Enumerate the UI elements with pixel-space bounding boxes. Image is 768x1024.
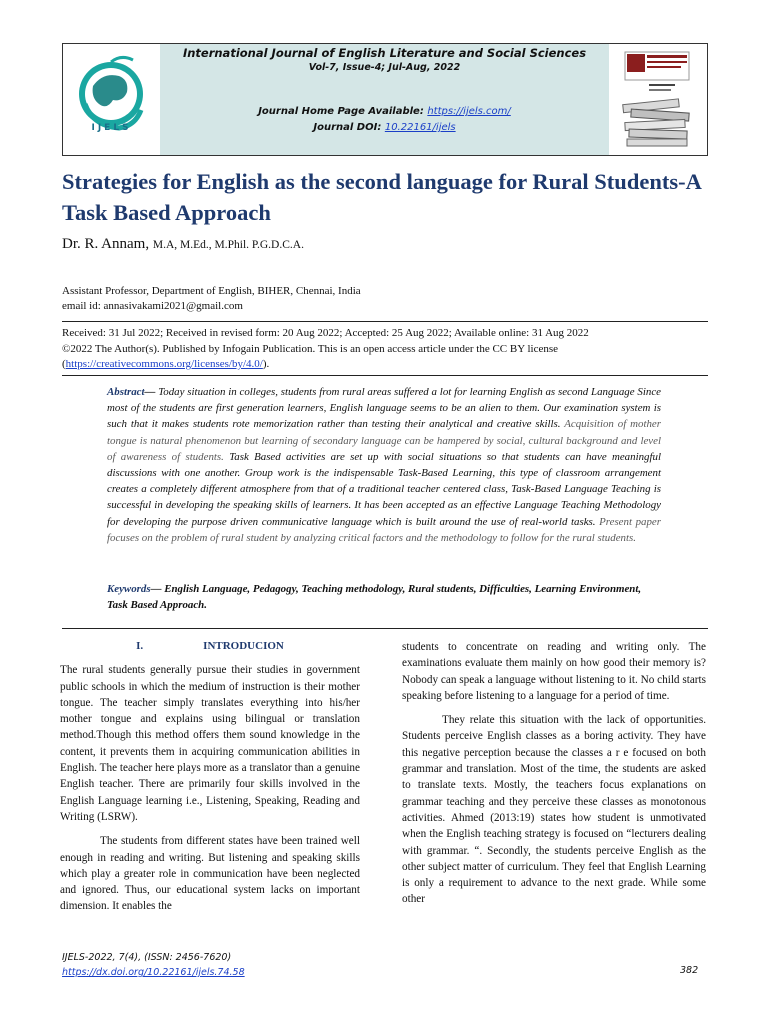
keywords-dash: —: [150, 583, 162, 595]
abstract-text-4: Present paper focuses on the problem of rural student by analyzing critical factors and the methodology to follow for the rural students.: [107, 515, 661, 544]
license-paren-close: ).: [262, 358, 270, 370]
license-line: [62, 357, 708, 373]
book-stack-icon: [609, 44, 707, 155]
journal-cover-image: [609, 44, 707, 155]
left-column: [60, 638, 360, 915]
email-line: email id: annasivakami2021@gmail.com: [62, 300, 243, 312]
keywords: [107, 581, 661, 613]
journal-logo: [63, 44, 160, 155]
journal-doi-line: [160, 122, 609, 133]
author-degrees: M.A, M.Ed., M.Phil. P.G.D.C.A.: [152, 239, 304, 251]
author-line: [62, 236, 304, 253]
affiliation: [62, 284, 361, 314]
paragraph: The rural students generally pursue their studies in government public schools in which the medium of instruction is their mother tongue. The teacher simply translates everything into his/her mother tongue and explains using bilingual or translation method.Though this method offers them sound knowledge in the content, it prevents them in acquiring communication abilities in English. The teacher here plays more as a translator than a genuine English teacher. There are primarily four skills involved in the English Language learning i.e., Listening, Speaking, Reading and Writing (LSRW).: [60, 664, 360, 823]
divider: [62, 321, 708, 322]
abstract-label: Abstract: [107, 386, 145, 398]
footer-citation: [62, 950, 245, 980]
paragraph: The students from different states have been trained well enough in reading and writing. But listening and speaking skills which play a greater role in communication have been neglected and ignored. Thus, our educational system lacks on important dimension. It enables the: [60, 835, 360, 913]
dates-line: Received: 31 Jul 2022; Received in revised form: 20 Aug 2022; Accepted: 25 Aug 2022; Available online: 31 Aug 2022: [62, 327, 589, 339]
abstract-text-1: Today situation in colleges, students from rural areas suffered a lot for learning English as second Language Since most of the students are first generation learners, English language seems to be an alien to them. Our examination system is such that it makes students rote memorization rather than testing their analytical and creative skills.: [107, 386, 661, 431]
section-title: INTRODUCION: [203, 640, 284, 652]
paper-title: Strategies for English as the second language for Rural Students-A Task Based Approach: [62, 169, 701, 225]
journal-volume: Vol-7, Issue-4; Jul-Aug, 2022: [308, 62, 461, 73]
page-number: 382: [680, 965, 699, 976]
journal-header: [62, 43, 708, 156]
keywords-label: Keywords: [107, 583, 151, 595]
doi-label: Journal DOI:: [313, 122, 382, 133]
section-heading: [60, 638, 360, 654]
license-link[interactable]: https://creativecommons.org/licenses/by/4.0/: [65, 358, 263, 370]
publication-dates: [62, 326, 708, 373]
journal-title: International Journal of English Literature and Social Sciences: [182, 46, 587, 60]
abstract-dash: —: [144, 386, 156, 398]
section-number: I.: [136, 640, 144, 652]
abstract-text-2: Acquisition of mother tongue is natural phenomenon but learning of secondary language can be hampered by social, cultural background and level of awareness of students.: [107, 418, 662, 463]
divider: [62, 375, 708, 376]
author-name: Dr. R. Annam,: [62, 236, 150, 252]
home-link[interactable]: https://ijels.com/: [427, 106, 511, 117]
paragraph: They relate this situation with the lack of opportunities. Students perceive English classes as a boring activity. They have this negative perception because the classes a r e focused on both grammar and translation. Most of the time, the students are asked to translate texts. Mostly, the teachers focus explanations on grammar teaching and they perceive these classes as monotonous activities. Ahmed (2013:19) states how student is unmotivated when the English teaching strategy is focused on “lecturers dealing with grammar. “. Secondly, the students perceive English as the other subject matter of curriculum. They feel that English Learning is only a requirement to advance to the next grade. While some other: [402, 714, 706, 906]
home-label: Journal Home Page Available:: [258, 106, 424, 117]
journal-info: [160, 44, 609, 155]
abstract: [107, 384, 661, 546]
journal-home-line: [160, 106, 609, 117]
article-doi-link[interactable]: https://dx.doi.org/10.22161/ijels.74.58: [62, 967, 245, 978]
right-column: [402, 639, 706, 908]
abstract-text-3: Task Based activities are set up with social situations so that students can have meaningful discussions with one another. Group work is the indispensable Task-Based Learning, this type of classroom arrangement creates a completely different atmosphere from that of a traditional teacher centered class, Task-Based Language Teaching is successful in developing the speaking skills of learners. It has been accepted as an effective Language Teaching Methodology for developing the purpose driven communicative language which is built around the use of real-world tasks.: [107, 450, 661, 528]
doi-link[interactable]: 10.22161/ijels: [384, 122, 456, 133]
paragraph: students to concentrate on reading and writing only. The examinations evaluate them mainly on how good their memory is? Nobody can speak a language without listening to it. No child starts speaking before listening to a language for a period of time.: [402, 641, 706, 702]
keywords-text: English Language, Pedagogy, Teaching methodology, Rural students, Difficulties, Learning Environment, Task Based Approach.: [107, 583, 642, 612]
citation-text: IJELS-2022, 7(4), (ISSN: 2456-7620): [62, 952, 232, 963]
divider: [62, 628, 708, 629]
license-paren-open: (: [62, 358, 66, 370]
globe-logo-icon: [63, 44, 160, 155]
logo-text: IJELS: [91, 123, 132, 133]
copyright-line: ©2022 The Author(s). Published by Infogain Publication. This is an open access article under the CC BY license: [62, 342, 559, 355]
affiliation-line: Assistant Professor, Department of English, BIHER, Chennai, India: [62, 285, 361, 297]
